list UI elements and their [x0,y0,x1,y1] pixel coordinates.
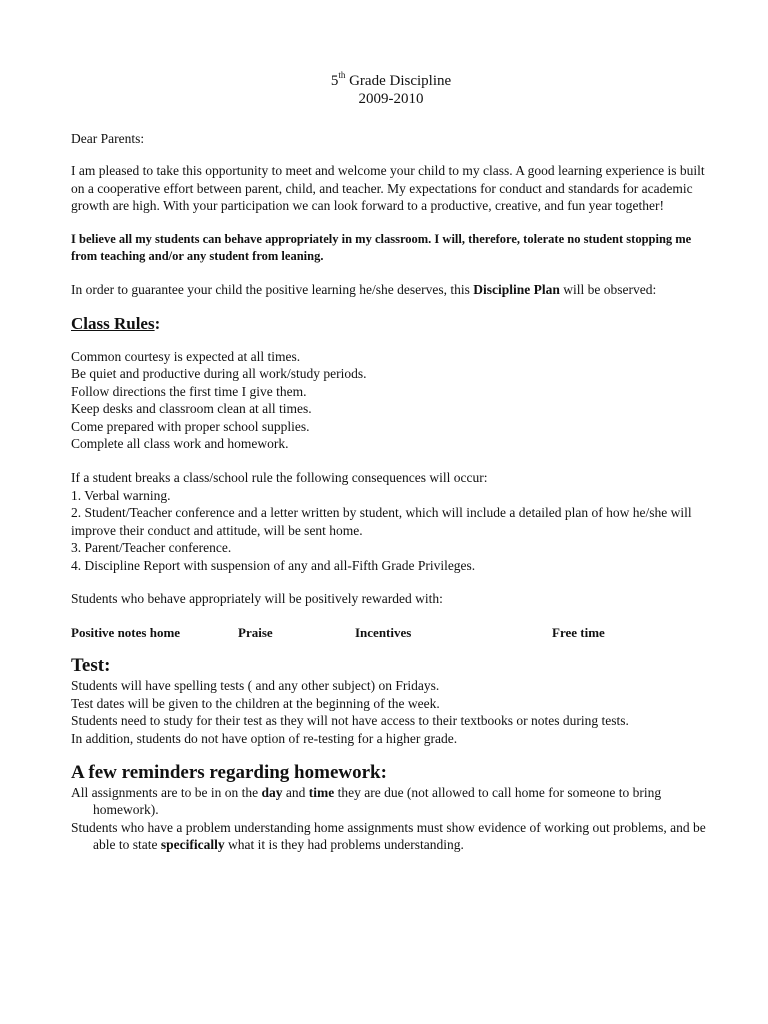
consequences-intro: If a student breaks a class/school rule the following consequences will occur: [71,470,488,486]
test-list [71,677,711,747]
list-item: All assignments are to be in on the day and time they are due (not allowed to call home for someone to bring homework). [71,784,662,818]
list-item: 4. Discipline Report with suspension of any and all-Fifth Grade Privileges. [71,557,476,573]
list-item: Keep desks and classroom clean at all times. [71,401,312,417]
document-title [71,72,711,108]
rewards-row [71,624,711,644]
letter-body [71,72,711,854]
list-item: In addition, students do not have option of re-testing for a higher grade. [71,730,458,746]
greeting: Dear Parents: [71,131,145,146]
class-rules-list [71,348,711,452]
list-item: Test dates will be given to the children at the beginning of the week. [71,695,440,711]
list-item: Common courtesy is expected at all times. [71,349,301,365]
list-item: Students who have a problem understanding home assignments must show evidence of working out problems, and be able to state specifically what it is they had problems understanding. [71,819,706,853]
reward-item: Positive notes home [71,625,181,641]
list-item: 2. Student/Teacher conference and a letter written by student, which will include a detailed plan of how he/she will improve their conduct and attitude, will be sent home. [71,505,692,538]
intro-paragraph: I am pleased to take this opportunity to meet and welcome your child to my class. A good learning experience is built on a cooperative effort between parent, child, and teacher. My expectations for conduct and standards for academic growth are high. With your participation we can look forward to a productive, creative, and fun year together! [71,163,705,214]
list-item: Be quiet and productive during all work/study periods. [71,366,367,382]
rewards-intro: Students who behave appropriately will be positively rewarded with: [71,590,443,606]
homework-list [71,784,711,854]
list-item: Students need to study for their test as they will not have access to their textbooks or notes during tests. [71,713,629,729]
reward-item: Praise [238,625,273,641]
title-line-1: 5th Grade Discipline [330,70,452,89]
list-item: Follow directions the first time I give them. [71,383,307,399]
class-rules-heading: Class Rules: [71,314,161,334]
list-item: Complete all class work and homework. [71,436,289,452]
belief-paragraph: I believe all my students can behave appropriately in my classroom. I will, therefore, tolerate no student stopping me from teaching and/or any student from leaning. [71,231,692,263]
list-item: 3. Parent/Teacher conference. [71,540,232,556]
test-heading: Test: [71,655,111,677]
plan-intro-paragraph: In order to guarantee your child the positive learning he/she deserves, this Discipline Plan will be observed: [71,281,657,297]
homework-heading: A few reminders regarding homework: [71,761,387,783]
list-item: Come prepared with proper school supplies. [71,418,310,434]
list-item: Students will have spelling tests ( and any other subject) on Fridays. [71,678,440,694]
title-superscript: th [338,70,346,80]
reward-item: Incentives [355,625,412,641]
consequences-list [71,487,711,574]
reward-item: Free time [552,625,605,641]
discipline-plan-term: Discipline Plan [473,281,560,297]
title-year: 2009-2010 [358,91,424,107]
list-item: 1. Verbal warning. [71,487,171,503]
